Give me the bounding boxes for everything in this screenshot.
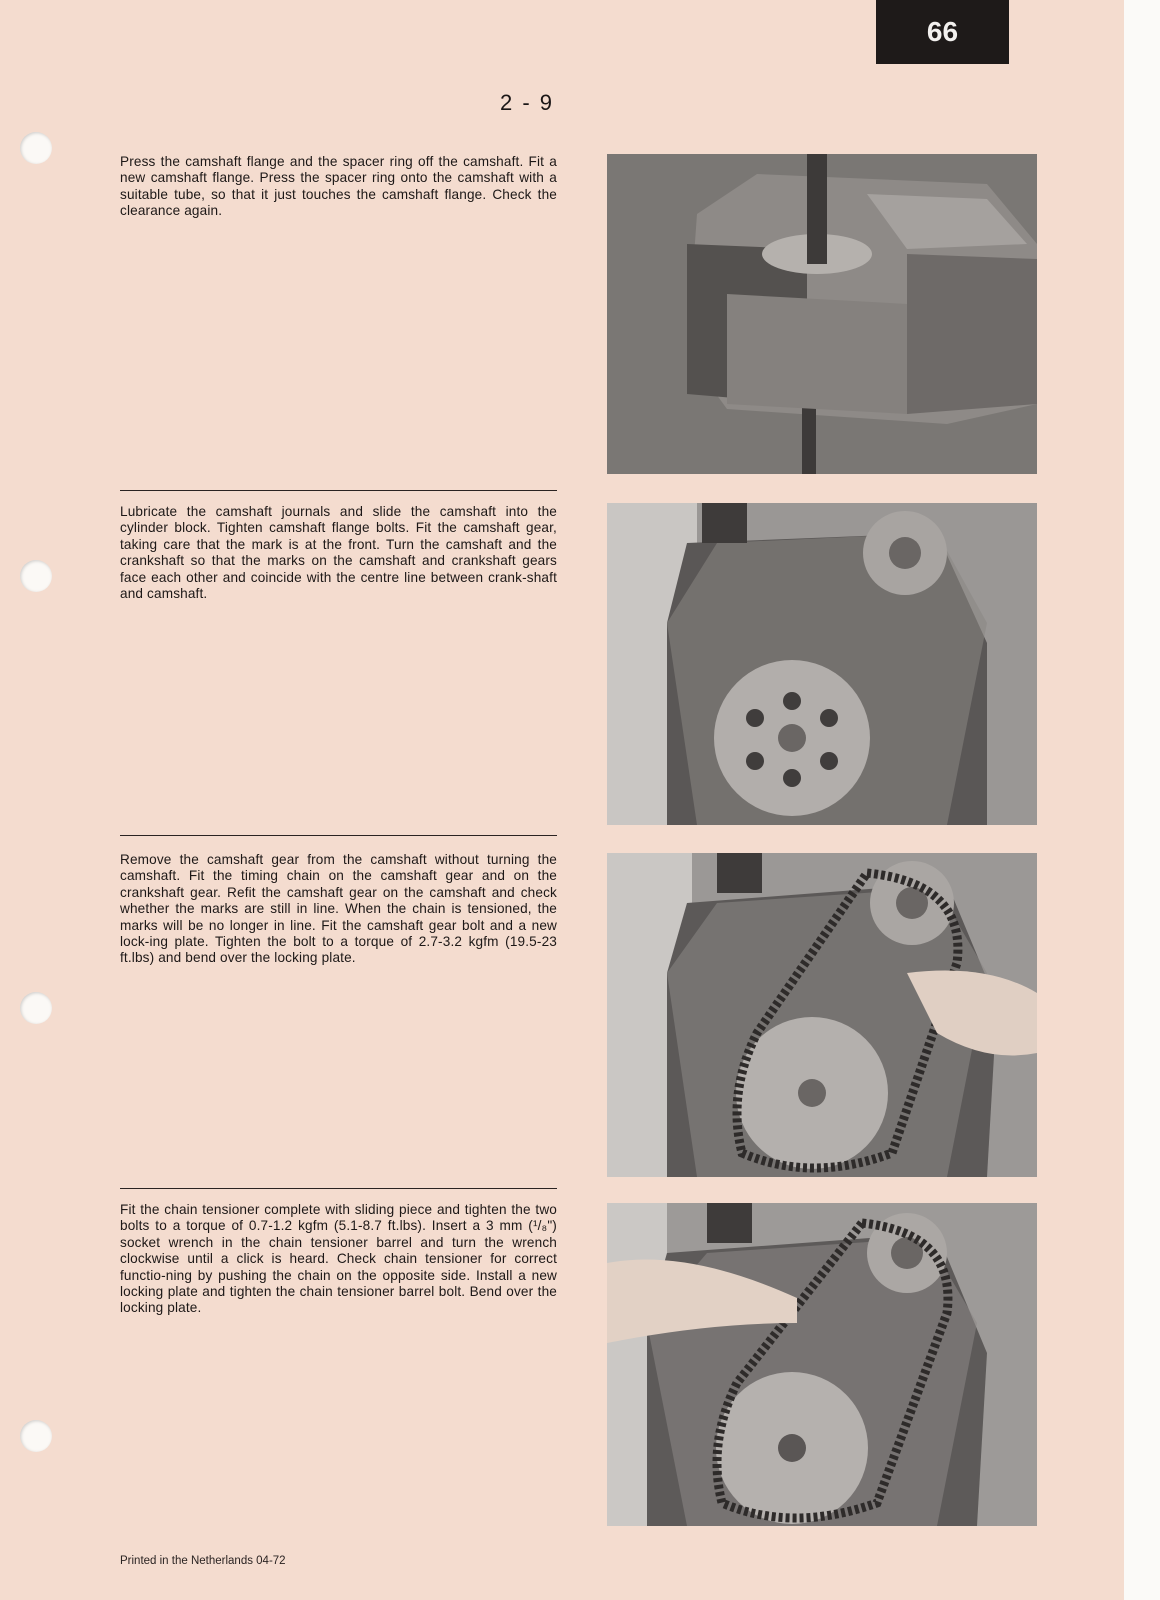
chain-tensioner-photo xyxy=(607,1203,1037,1526)
punch-hole xyxy=(20,132,52,164)
divider xyxy=(120,1188,557,1189)
page-number: 66 xyxy=(876,0,1009,64)
divider xyxy=(120,835,557,836)
section-number: 2 - 9 xyxy=(500,90,555,115)
timing-chain-photo xyxy=(607,853,1037,1177)
divider xyxy=(120,490,557,491)
punch-hole xyxy=(20,1420,52,1452)
page-edge xyxy=(1124,0,1160,1600)
step-1-text: Press the camshaft flange and the spacer ring off the camshaft. Fit a new camshaft flange. Press the spacer ring onto the camshaft with a suitable tube, so that it just touches the camshaft flange. Check the clearance again. xyxy=(120,154,557,219)
camshaft-gears-photo xyxy=(607,503,1037,825)
punch-hole xyxy=(20,992,52,1024)
camshaft-press-photo xyxy=(607,154,1037,474)
step-2-text: Lubricate the camshaft journals and slide the camshaft into the cylinder block. Tighten camshaft flange bolts. Fit the camshaft gear, taking care that the mark is at the front. Turn the camshaft and the crankshaft so that the marks on the camshaft and crankshaft gears face each other and coincide with the centre line between crank-shaft and camshaft. xyxy=(120,504,557,602)
punch-hole xyxy=(20,560,52,592)
print-footer: Printed in the Netherlands 04-72 xyxy=(120,1555,286,1567)
step-3-text: Remove the camshaft gear from the camshaft without turning the camshaft. Fit the timing chain on the camshaft gear and on the crankshaft gear. Refit the camshaft gear on the camshaft and check whether the marks are still in line. When the chain is tensioned, the marks will be no longer in line. Fit the camshaft gear bolt and a new lock-ing plate. Tighten the bolt to a torque of 2.7-3.2 kgfm (19.5-23 ft.lbs) and bend over the locking plate. xyxy=(120,852,557,966)
step-4-text: Fit the chain tensioner complete with sliding piece and tighten the two bolts to a torque of 0.7-1.2 kgfm (5.1-8.7 ft.lbs). Insert a 3 mm (¹/₈") socket wrench in the chain tensioner barrel and turn the wrench clockwise until a click is heard. Check chain tensioner for correct functio-ning by pushing the chain on the opposite side. Install a new locking plate and tighten the chain tensioner barrel bolt. Bend over the locking plate. xyxy=(120,1202,557,1316)
